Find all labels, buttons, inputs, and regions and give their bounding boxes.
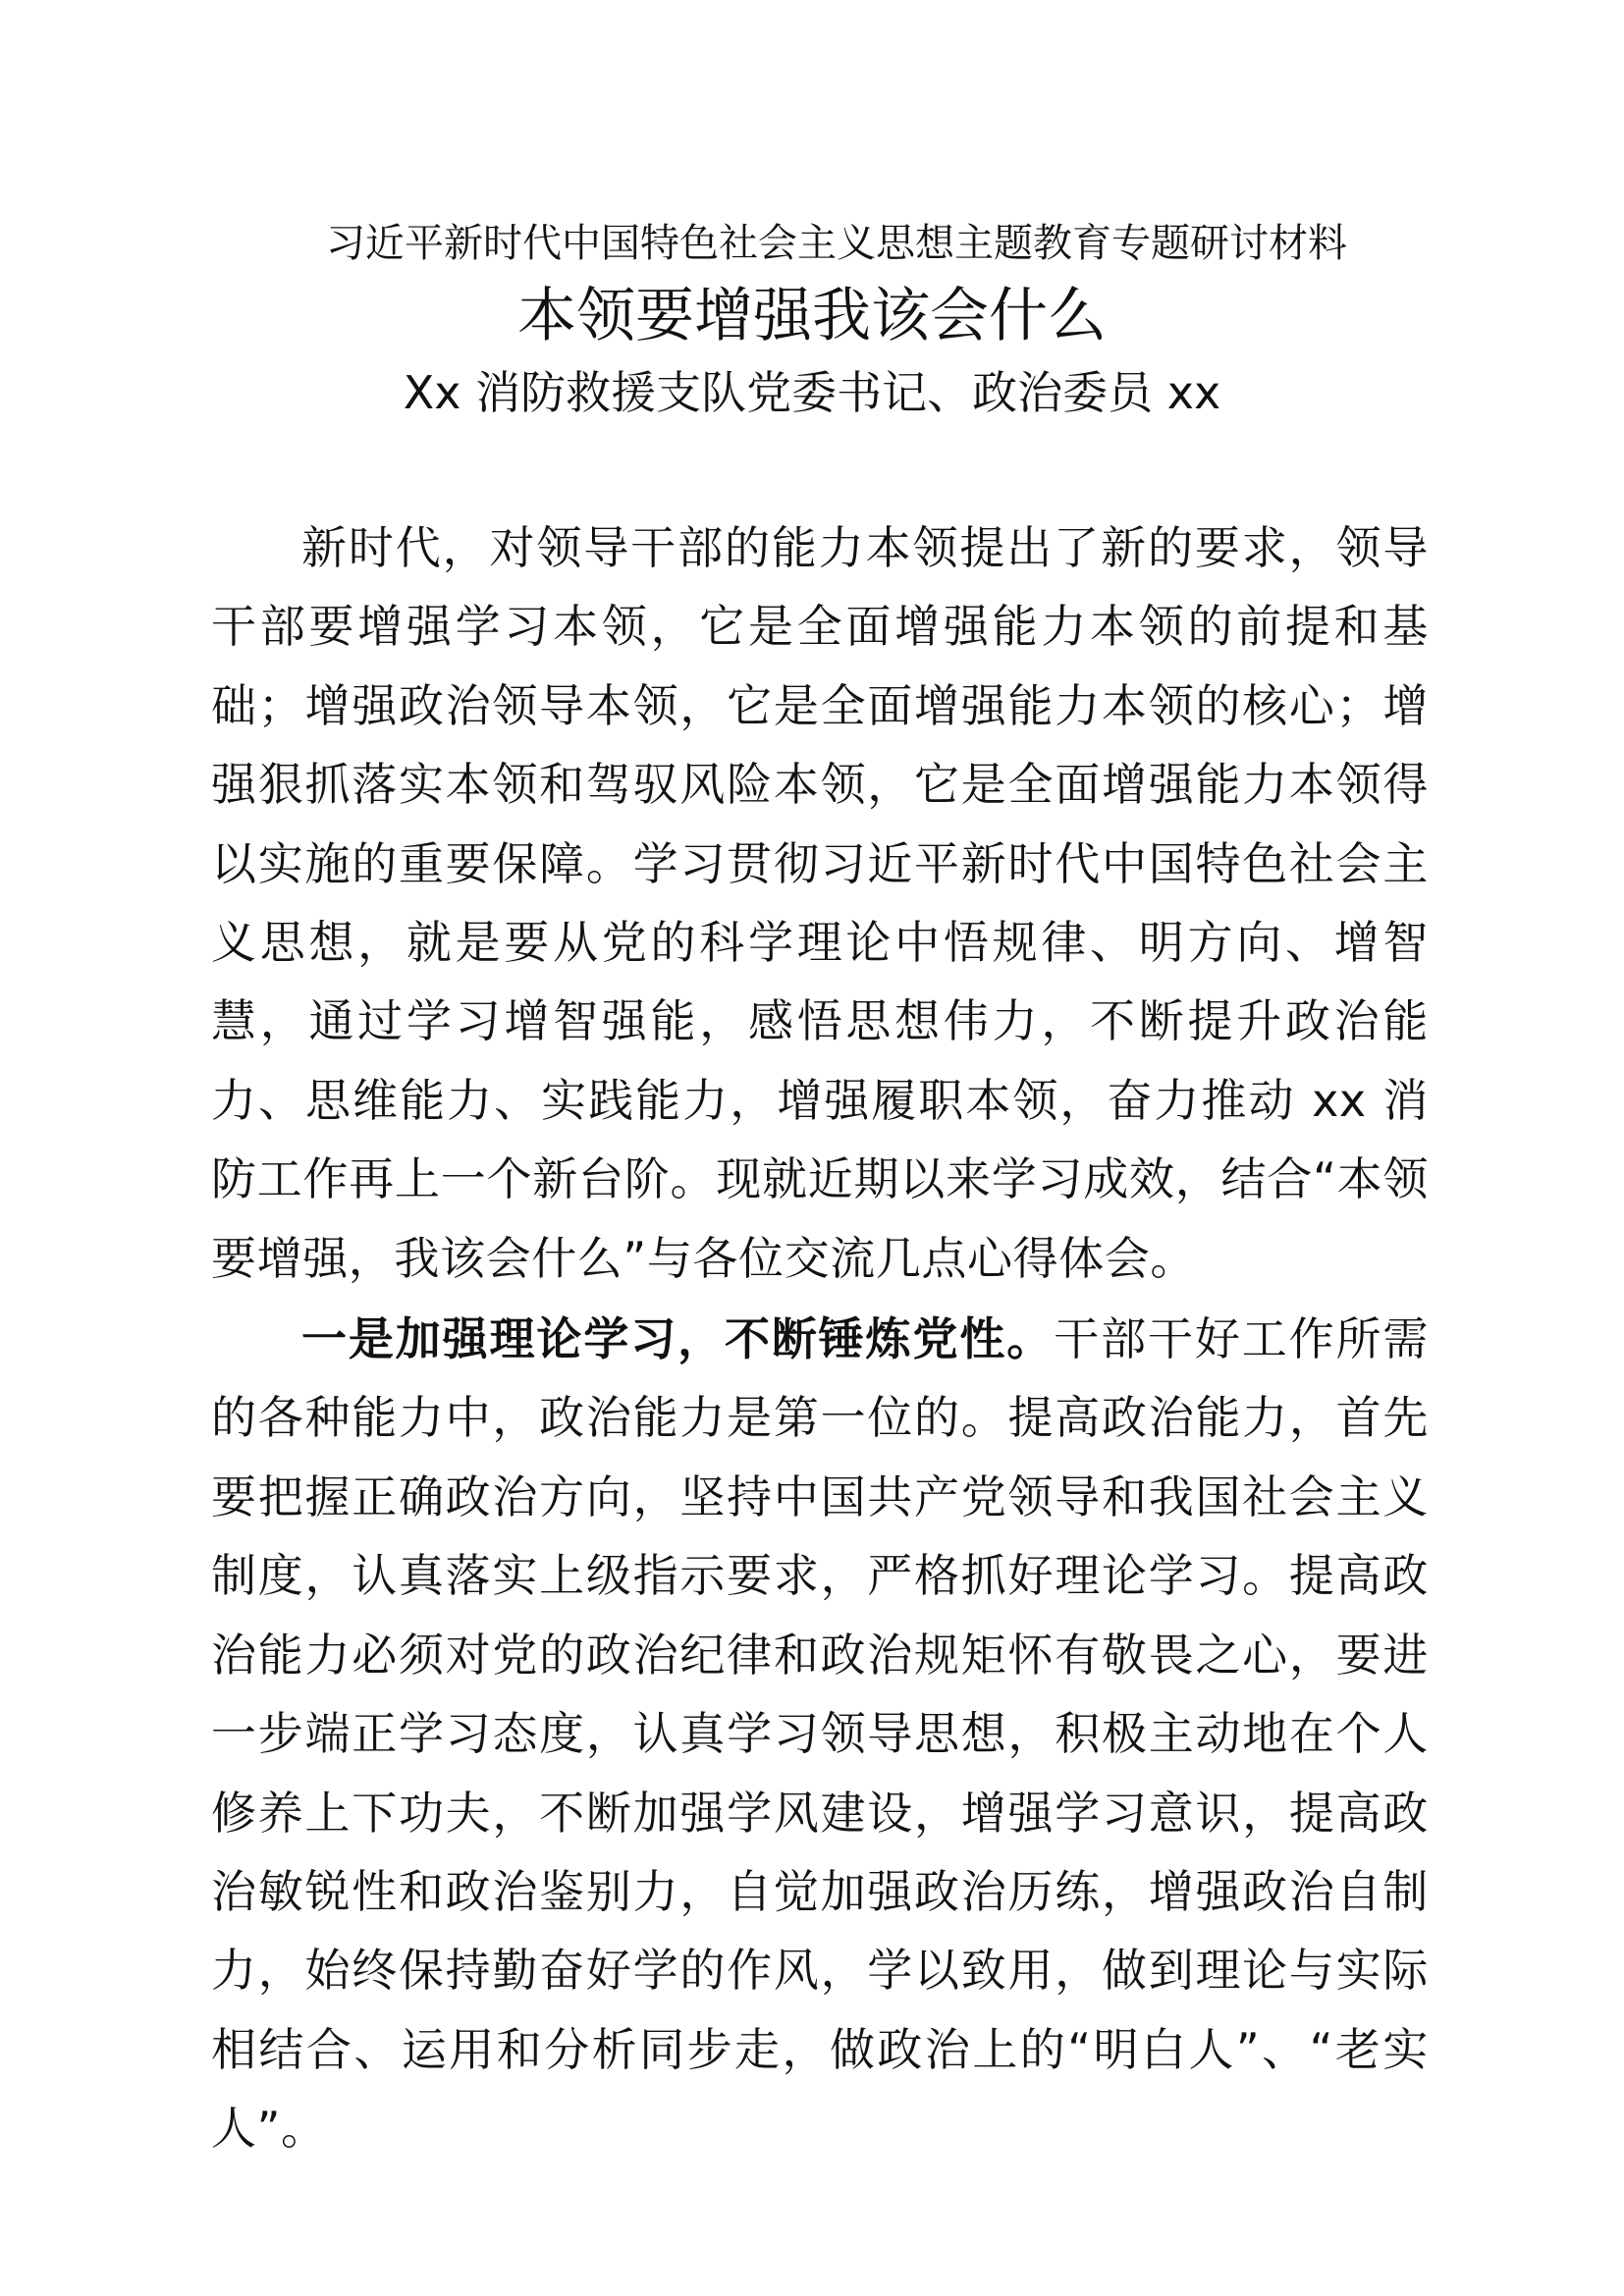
document-title: 本领要增强我该会什么 [517, 282, 1107, 350]
paragraph-lead: 一是加强理论学习，不断锤炼党性。 [301, 1312, 1055, 1366]
document-body [211, 508, 1429, 2168]
paragraph-point-one [211, 1300, 1429, 2167]
paragraph-text: 新时代，对领导干部的能力本领提出了新的要求，领导干部要增强学习本领，它是全面增强能力本领的前提和基础；增强政治领导本领，它是全面增强能力本领的核心；增强狠抓落实本领和驾驭风险本领，它是全面增强能力本领得以实施的重要保障。学习贯彻习近平新时代中国特色社会主义思想，就是要从党的科学理论中悟规律、明方向、增智慧，通过学习增智强能，感悟思想伟力，不断提升政治能力、思维能力、实践能力，增强履职本领，奋力推动 xx 消防工作再上一个新台阶。现就近期以来学习成效，结合“本领要增强，我该会什么”与各位交流几点心得体会。 [211, 521, 1429, 1285]
document-topic: 习近平新时代中国特色社会主义思想主题教育专题研讨材料 [326, 221, 1347, 266]
document-author: Xx 消防救援支队党委书记、政治委员 xx [403, 366, 1221, 419]
paragraph-intro [211, 508, 1429, 1298]
paragraph-text: 干部干好工作所需的各种能力中，政治能力是第一位的。提高政治能力，首先要把握正确政治方向，坚持中国共产党领导和我国社会主义制度，认真落实上级指示要求，严格抓好理论学习。提高政治能力必须对党的政治纪律和政治规矩怀有敬畏之心，要进一步端正学习态度，认真学习领导思想，积极主动地在个人修养上下功夫，不断加强学风建设，增强学习意识，提高政治敏锐性和政治鉴别力，自觉加强政治历练，增强政治自制力，始终保持勤奋好学的作风，学以致用，做到理论与实际相结合、运用和分析同步走，做政治上的“明白人”、“老实人”。 [211, 1312, 1429, 2156]
